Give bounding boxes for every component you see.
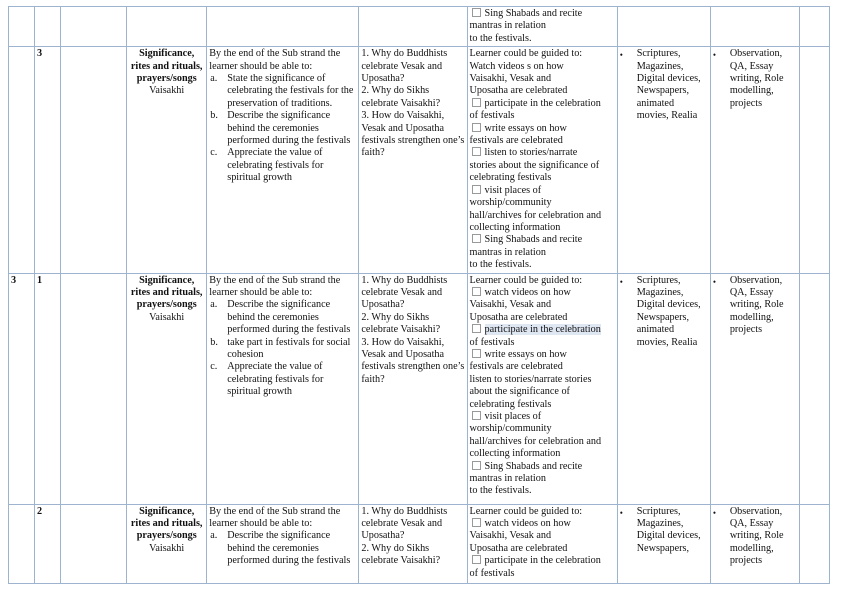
experience-text: participate in the celebration	[484, 97, 601, 109]
week-cell	[9, 47, 35, 273]
experience-text: Sing Shabads and recite	[484, 460, 583, 472]
experience-line	[470, 399, 615, 411]
inquiry-question: 3. How do Vaisakhi, Vesak and Uposatha festivals strengthen one’s faith?	[361, 110, 465, 159]
inquiry-question: 1. Why do Buddhists celebrate Vesak and Uposatha?	[361, 48, 448, 85]
assessment-text: Observation, QA, Essay writing, Role modelling, projects	[729, 505, 784, 567]
outcome-item	[209, 337, 356, 362]
sub-strand-title: Significance, rites and rituals, prayers/songs	[130, 505, 203, 542]
experience-line	[470, 275, 615, 287]
experience-text: to the festivals.	[469, 259, 532, 271]
experience-text: Uposatha are celebrated	[469, 85, 568, 97]
experience-line	[470, 48, 615, 60]
outcome-text: take part in festivals for social cohesion	[227, 336, 351, 360]
outcomes-intro: By the end of the Sub strand the learner should be able to:	[209, 505, 341, 529]
experience-text: Learner could be guided to:	[469, 48, 583, 60]
experience-text: to the festivals.	[469, 485, 532, 497]
experience-text: Vaisakhi, Vesak and	[469, 73, 552, 85]
sub-strand-name: Vaisakhi	[149, 311, 185, 323]
bullet-icon: •	[619, 276, 623, 287]
strand-cell	[61, 47, 127, 273]
inquiry-question: 2. Why do Sikhs celebrate Vaisakhi?	[361, 311, 441, 336]
experience-text: festivals are celebrated	[469, 361, 563, 373]
sub-strand-cell	[127, 47, 207, 273]
outcome-letter: c.	[210, 361, 218, 373]
sub-strand-cell	[127, 273, 207, 504]
experience-text: of festivals	[469, 336, 515, 348]
resource-text: Scriptures, Magazines, Digital devices, Newspapers, animated movies, Realia	[636, 48, 701, 122]
experience-text: watch videos on how	[484, 286, 571, 298]
experience-line	[470, 506, 615, 518]
experience-text: Vaisakhi, Vesak and	[469, 530, 552, 542]
experience-text: visit places of	[484, 411, 542, 422]
assessment-text: Observation, QA, Essay writing, Role modelling, projects	[729, 274, 784, 336]
experience-line	[470, 324, 615, 336]
experience-text: write essays on how	[484, 122, 567, 134]
experience-line	[470, 172, 615, 184]
experience-line	[470, 210, 615, 222]
experience-text: celebrating festivals	[469, 398, 552, 410]
bullet-icon: •	[712, 507, 716, 518]
outcome-item	[209, 299, 356, 336]
experience-line	[470, 61, 615, 73]
checkbox-icon	[472, 555, 481, 564]
experience-text: collecting information	[469, 448, 561, 460]
outcome-item	[209, 361, 356, 398]
lesson-cell: 2	[35, 504, 61, 583]
sub-strand-name: Vaisakhi	[149, 542, 185, 554]
checkbox-icon	[472, 518, 481, 527]
outcome-item	[209, 73, 356, 110]
experience-line	[470, 485, 615, 497]
experience-line	[470, 234, 615, 246]
week-cell: 3	[9, 273, 35, 504]
experience-text: hall/archives for celebration and	[469, 209, 602, 221]
experience-line	[470, 423, 615, 435]
outcome-item	[209, 110, 356, 147]
experience-line	[470, 461, 615, 473]
remarks-cell	[799, 504, 829, 583]
experience-line	[470, 436, 615, 448]
outcome-text: Appreciate the value of celebrating festivals for spiritual growth	[227, 147, 324, 184]
experience-text: participate in the celebration	[484, 324, 601, 336]
inquiry-question: 2. Why do Sikhs celebrate Vaisakhi?	[361, 85, 441, 109]
experience-line	[470, 110, 615, 122]
table-row	[9, 504, 830, 583]
assessment-cell	[710, 504, 799, 583]
resource-item	[620, 275, 708, 349]
remarks-cell	[799, 273, 829, 504]
resource-item	[620, 48, 708, 122]
learning-experiences-cell	[467, 504, 617, 583]
assessment-cell	[710, 47, 799, 273]
bullet-icon: •	[712, 50, 716, 61]
experience-text: Sing Shabads and recite	[484, 234, 583, 246]
strand-cell	[61, 273, 127, 504]
resources-cell	[617, 504, 710, 583]
experience-text: collecting information	[469, 221, 561, 233]
learning-outcomes-cell	[207, 504, 359, 583]
experience-line	[470, 123, 615, 135]
remarks-cell	[799, 7, 829, 47]
experience-text: of festivals	[469, 567, 515, 579]
experience-line	[470, 147, 615, 159]
experience-text: worship/community	[469, 423, 552, 435]
experience-text: of festivals	[469, 110, 515, 122]
sub-strand-title: Significance, rites and rituals, prayers/songs	[130, 274, 203, 311]
experience-line	[470, 518, 615, 530]
experience-text: Uposatha are celebrated	[469, 542, 568, 554]
experience-text: to the festivals.	[469, 32, 532, 44]
checkbox-icon	[472, 185, 481, 194]
experience-text: participate in the celebration	[484, 555, 601, 567]
experience-line	[470, 20, 615, 32]
outcomes-intro: By the end of the Sub strand the learner should be able to:	[209, 48, 341, 72]
experience-line	[470, 287, 615, 299]
experience-text: Vaisakhi, Vesak and	[469, 299, 552, 311]
experience-text: Learner could be guided to:	[469, 274, 583, 286]
inquiry-question: 2. Why do Sikhs celebrate Vaisakhi?	[361, 542, 441, 567]
checkbox-icon	[472, 147, 481, 156]
outcome-item	[209, 530, 356, 567]
experience-line	[470, 8, 615, 20]
strand-cell	[61, 7, 127, 47]
experience-text: Uposatha are celebrated	[469, 311, 568, 323]
inquiry-question: 3. How do Vaisakhi, Vesak and Uposatha festivals strengthen one’s faith?	[361, 336, 465, 385]
inquiry-questions-cell	[359, 273, 467, 504]
experience-text: mantras in relation	[469, 20, 546, 32]
sub-strand-name: Vaisakhi	[149, 85, 185, 97]
table-row	[9, 47, 830, 273]
experience-text: listen to stories/narrate	[484, 147, 578, 159]
inquiry-question: 1. Why do Buddhists celebrate Vesak and Uposatha?	[361, 505, 448, 542]
lesson-cell: 1	[35, 273, 61, 504]
experience-text: festivals are celebrated	[469, 135, 563, 147]
resource-text: Scriptures, Magazines, Digital devices, Newspapers,	[636, 505, 701, 554]
resources-cell	[617, 7, 710, 47]
bullet-icon: •	[619, 507, 623, 518]
experience-line	[470, 312, 615, 324]
learning-outcomes-cell	[207, 7, 359, 47]
assessment-item	[713, 48, 797, 110]
checkbox-icon	[472, 324, 481, 333]
experience-line	[470, 33, 615, 45]
assessment-item	[713, 275, 797, 337]
learning-experiences-cell	[467, 273, 617, 504]
lesson-cell	[35, 7, 61, 47]
experience-line	[470, 349, 615, 361]
inquiry-questions-cell	[359, 7, 467, 47]
learning-outcomes-cell	[207, 273, 359, 504]
outcome-letter: a.	[210, 530, 218, 542]
experience-line	[470, 299, 615, 311]
experience-line	[470, 337, 615, 349]
outcome-item	[209, 147, 356, 184]
week-cell	[9, 504, 35, 583]
assessment-cell	[710, 7, 799, 47]
bullet-icon: •	[712, 276, 716, 287]
experience-line	[470, 568, 615, 580]
experience-line	[470, 73, 615, 85]
remarks-cell	[799, 47, 829, 273]
experience-line	[470, 448, 615, 460]
assessment-text: Observation, QA, Essay writing, Role modelling, projects	[729, 48, 784, 109]
experience-text: mantras in relation	[469, 473, 546, 485]
experience-line	[470, 98, 615, 110]
experience-line	[470, 197, 615, 209]
table-row	[9, 7, 830, 47]
experience-text: about the significance of	[469, 386, 570, 398]
outcome-letter: b.	[210, 336, 218, 348]
experience-text: listen to stories/narrate stories	[469, 373, 592, 385]
checkbox-icon	[472, 411, 481, 420]
outcome-letter: c.	[210, 147, 218, 159]
resource-item	[620, 506, 708, 556]
outcome-letter: a.	[210, 73, 218, 85]
experience-text: watch videos on how	[484, 517, 571, 529]
sub-strand-cell	[127, 7, 207, 47]
checkbox-icon	[472, 287, 481, 296]
learning-experiences-cell	[467, 7, 617, 47]
experience-text: Sing Shabads and recite	[484, 8, 583, 19]
outcome-text: Describe the significance behind the ceremonies performed during the festivals	[227, 110, 351, 147]
experience-text: write essays on how	[484, 348, 567, 360]
assessment-cell	[710, 273, 799, 504]
experience-line	[470, 160, 615, 172]
experience-line	[470, 247, 615, 259]
experience-line	[470, 135, 615, 147]
experience-line	[470, 386, 615, 398]
checkbox-icon	[472, 123, 481, 132]
experience-line	[470, 259, 615, 271]
checkbox-icon	[472, 234, 481, 243]
outcome-letter: a.	[210, 299, 218, 311]
experience-text: mantras in relation	[469, 246, 546, 258]
outcome-text: Describe the significance behind the ceremonies performed during the festivals	[227, 299, 351, 336]
learning-experiences-cell	[467, 47, 617, 273]
experience-line	[470, 374, 615, 386]
checkbox-icon	[472, 349, 481, 358]
resource-text: Scriptures, Magazines, Digital devices, Newspapers, animated movies, Realia	[636, 274, 701, 348]
experience-text: celebrating festivals	[469, 172, 552, 184]
inquiry-questions-cell	[359, 504, 467, 583]
experience-line	[470, 361, 615, 373]
scheme-of-work-table	[8, 6, 830, 584]
outcome-text: Describe the significance behind the ceremonies performed during the festivals	[227, 530, 351, 567]
lesson-cell: 3	[35, 47, 61, 273]
inquiry-question: 1. Why do Buddhists celebrate Vesak and Uposatha?	[361, 274, 448, 311]
assessment-item	[713, 506, 797, 568]
resources-cell	[617, 47, 710, 273]
checkbox-icon	[472, 98, 481, 107]
experience-line	[470, 473, 615, 485]
experience-line	[470, 85, 615, 97]
bullet-icon: •	[619, 50, 623, 61]
week-cell	[9, 7, 35, 47]
outcome-text: State the significance of celebrating the festivals for the preservation of traditions.	[227, 73, 354, 109]
experience-line	[470, 411, 615, 423]
checkbox-icon	[472, 8, 481, 17]
experience-text: Watch videos s on how	[469, 60, 564, 72]
table-row	[9, 273, 830, 504]
learning-outcomes-cell	[207, 47, 359, 273]
experience-text: hall/archives for celebration and	[469, 435, 602, 447]
checkbox-icon	[472, 461, 481, 470]
experience-line	[470, 543, 615, 555]
outcomes-intro: By the end of the Sub strand the learner should be able to:	[209, 274, 341, 298]
experience-line	[470, 185, 615, 197]
strand-cell	[61, 504, 127, 583]
experience-text: stories about the significance of	[469, 159, 600, 171]
experience-line	[470, 555, 615, 567]
experience-text: Learner could be guided to:	[469, 505, 583, 517]
experience-line	[470, 530, 615, 542]
experience-text: worship/community	[469, 197, 552, 209]
sub-strand-cell	[127, 504, 207, 583]
experience-line	[470, 222, 615, 234]
outcome-text: Appreciate the value of celebrating festivals for spiritual growth	[227, 361, 324, 398]
inquiry-questions-cell	[359, 47, 467, 273]
outcome-letter: b.	[210, 110, 218, 122]
sub-strand-title: Significance, rites and rituals, prayers/songs	[130, 48, 203, 85]
experience-text: visit places of	[484, 184, 542, 196]
resources-cell	[617, 273, 710, 504]
